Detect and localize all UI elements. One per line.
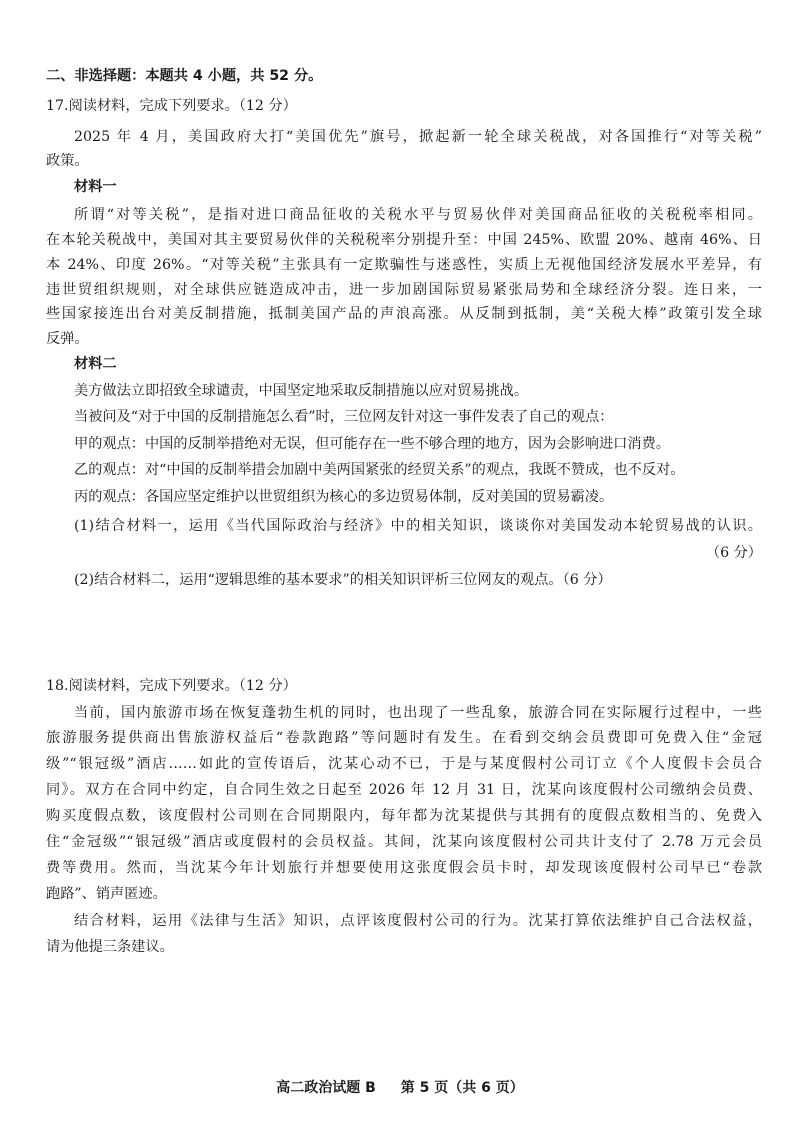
q17-material2-line: 乙的观点：对“中国的反制举措会加剧中美两国紧张的经贸关系”的观点，我既不赞成，也不反对。 [74, 462, 685, 478]
q18-material-line: 住“金冠级”“银冠级”酒店或度假村的会员权益。其间，沈某向该度假村公司共计支付了 2.78 万元会员 [46, 834, 762, 850]
q17-material1-line: 违世贸组织规则，对全球供应链造成冲击，进一步加剧国际贸易紧张局势和全球经济分裂。连日来，一 [46, 282, 762, 298]
q18-material-line: 旅游服务提供商出售旅游权益后“卷款跑路”等问题时有发生。在看到交纳会员费即可免费入住“金冠 [46, 730, 762, 746]
q17-material2-line: 美方做法立即招致全球谴责，中国坚定地采取反制措施以应对贸易挑战。 [74, 383, 529, 399]
q17-material1-line: 本 24%、印度 26%。“对等关税”主张具有一定欺骗性与迷惑性，实质上无视他国经济发展水平差异，有 [46, 257, 762, 273]
q18-material-line: 当前，国内旅游市场在恢复蓬勃生机的同时，也出现了一些乱象，旅游合同在实际履行过程中，一些 [74, 705, 762, 721]
q17-question-2: (2)结合材料二，运用“逻辑思维的基本要求”的相关知识评析三位网友的观点。（6 分） [74, 572, 612, 588]
footer-page-number: 第 5 页（共 6 页） [400, 1080, 524, 1096]
q17-material1-line: 些国家接连出台对美反制措施，抵制美国产品的声浪高涨。从反制到抵制，美“关税大棒”政策引发全球 [46, 306, 762, 322]
q17-question-1-score: （6 分） [705, 545, 762, 561]
q17-question-1: (1)结合材料一，运用《当代国际政治与经济》中的相关知识，谈谈你对美国发动本轮贸易战的认识。 [74, 518, 762, 534]
q17-material1-line: 在本轮关税战中，美国对其主要贸易伙伴的关税税率分别提升至：中国 245%、欧盟 20%、越南 46%、日 [46, 232, 762, 248]
q18-title: 18.阅读材料，完成下列要求。（12 分） [46, 678, 297, 694]
q18-material-line: 同》。双方在合同中约定，自合同生效之日起至 2026 年 12 月 31 日，沈某向该度假村公司缴纳会员费、 [46, 782, 762, 798]
q18-question-line: 结合材料，运用《法律与生活》知识，点评该度假村公司的行为。沈某打算依法维护自己合法权益， [74, 913, 762, 929]
page-footer [0, 1077, 800, 1097]
footer-subject: 高二政治试题 B [276, 1080, 376, 1096]
q17-title: 17.阅读材料，完成下列要求。（12 分） [46, 98, 297, 114]
q18-material-line: 费等费用。然而，当沈某今年计划旅行并想要使用这张度假会员卡时，却发现该度假村公司早已“卷款 [46, 860, 762, 876]
q17-material2-line: 甲的观点：中国的反制举措绝对无误，但可能存在一些不够合理的地方，因为会影响进口消费。 [74, 436, 670, 452]
q17-intro-line: 2025 年 4 月，美国政府大打“美国优先”旗号，掀起新一轮全球关税战，对各国推行“对等关税” [74, 129, 762, 145]
q17-material1-line: 反弹。 [46, 331, 89, 347]
section-header: 二、非选择题：本题共 4 小题，共 52 分。 [46, 68, 323, 84]
q18-question-line: 请为他提三条建议。 [46, 939, 174, 955]
q17-intro-line: 政策。 [46, 153, 89, 169]
q18-material-line: 级”“银冠级”酒店……如此的宣传语后，沈某心动不已，于是与某度假村公司订立《个人度假卡会员合 [46, 756, 762, 772]
q17-material2-line: 当被问及“对于中国的反制措施怎么看”时，三位网友针对这一事件发表了自己的观点： [74, 409, 614, 425]
q18-material-line: 购买度假点数，该度假村公司则在合同期限内，每年都为沈某提供与其拥有的度假点数相当的、免费入 [46, 808, 762, 824]
q17-material1-line: 所谓“对等关税”，是指对进口商品征收的关税水平与贸易伙伴对美国商品征收的关税税率相同。 [74, 207, 762, 223]
q17-material1-heading: 材料一 [74, 179, 117, 195]
q17-material2-line: 丙的观点：各国应坚定维护以世贸组织为核心的多边贸易体制，反对美国的贸易霸凌。 [74, 489, 614, 505]
q17-material2-heading: 材料二 [74, 356, 117, 372]
q18-material-line: 跑路”、销声匿迹。 [46, 886, 167, 902]
